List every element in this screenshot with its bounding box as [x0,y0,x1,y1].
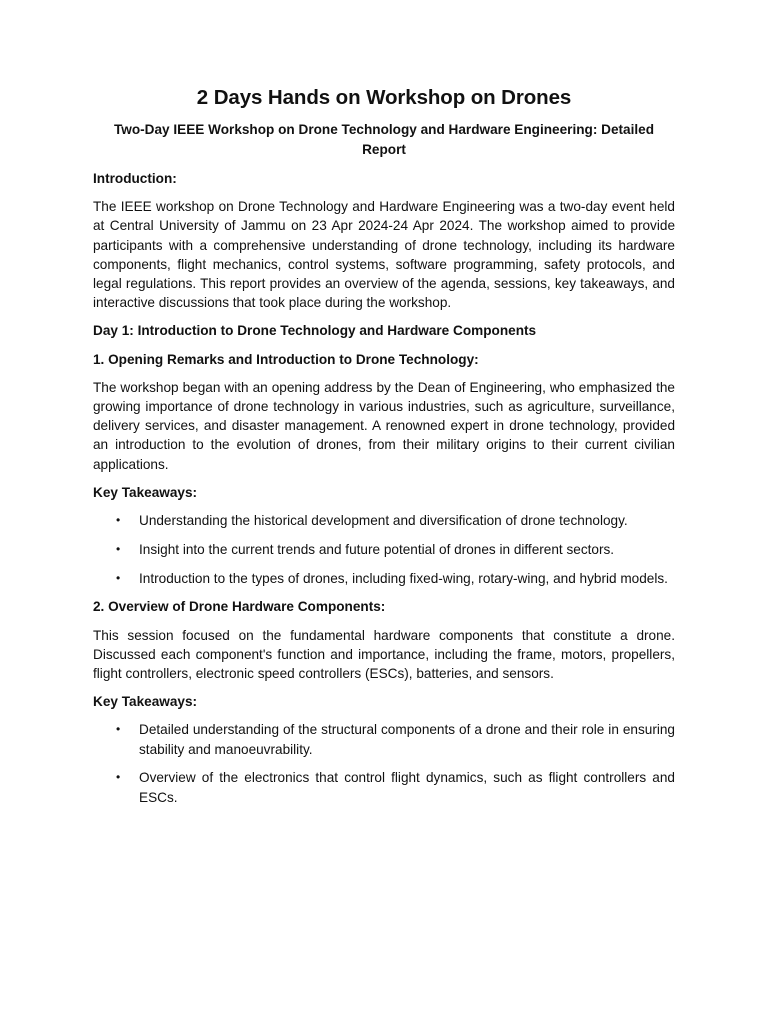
section2-takeaways-heading: Key Takeaways: [93,694,198,710]
day1-heading: Day 1: Introduction to Drone Technology and Hardware Components [93,323,537,339]
section1-heading: 1. Opening Remarks and Introduction to Drone Technology: [93,351,479,367]
list-item-text: Detailed understanding of the structural components of a drone and their role in ensuring stability and manoeuvrability. [139,722,675,757]
list-item-text: Introduction to the types of drones, including fixed-wing, rotary-wing, and hybrid models. [139,570,668,586]
section1-takeaways-list [93,511,675,588]
list-item [116,569,675,588]
list-item-text: Insight into the current trends and future potential of drones in different sectors. [139,541,615,557]
bullet-icon: • [116,770,121,785]
list-item [116,540,675,559]
bullet-icon: • [116,722,121,737]
list-item-text: Overview of the electronics that control flight dynamics, such as flight controllers and ESCs. [139,770,675,805]
intro-paragraph: The IEEE workshop on Drone Technology and Hardware Engineering was a two-day event held at Central University of Jammu on 23 Apr 2024-24 Apr 2024. The workshop aimed to provide participants with a comprehensive understanding of drone technology, including its hardware components, flight mechanics, control systems, software programming, safety protocols, and legal regulations. This report provides an overview of the agenda, sessions, key takeaways, and interactive discussions that took place during the workshop. [93,199,675,311]
page-title: 2 Days Hands on Workshop on Drones [196,86,572,109]
section1-paragraph: The workshop began with an opening address by the Dean of Engineering, who emphasized the growing importance of drone technology in various industries, such as agriculture, surveillance, delivery services, and disaster management. A renowned expert in drone technology, provided an introduction to the evolution of drones, from their military origins to their current civilian applications. [93,379,675,472]
intro-heading: Introduction: [93,171,177,186]
bullet-icon: • [116,513,121,528]
list-item [116,511,675,530]
section2-paragraph: This session focused on the fundamental hardware components that constitute a drone. Discussed each component's function and importance, including the frame, motors, propellers, flight controllers, electronic speed controllers (ESCs), batteries, and sensors. [93,627,675,682]
bullet-icon: • [116,570,121,585]
section2-takeaways-list [93,720,675,806]
bullet-icon: • [116,541,121,556]
list-item [116,720,675,758]
list-item [116,768,675,806]
section2-heading: 2. Overview of Drone Hardware Components: [93,599,386,615]
report-subtitle: Two-Day IEEE Workshop on Drone Technology and Hardware Engineering: Detailed Report [113,122,655,157]
section1-takeaways-heading: Key Takeaways: [93,484,198,500]
list-item-text: Understanding the historical development and diversification of drone technology. [139,513,628,529]
